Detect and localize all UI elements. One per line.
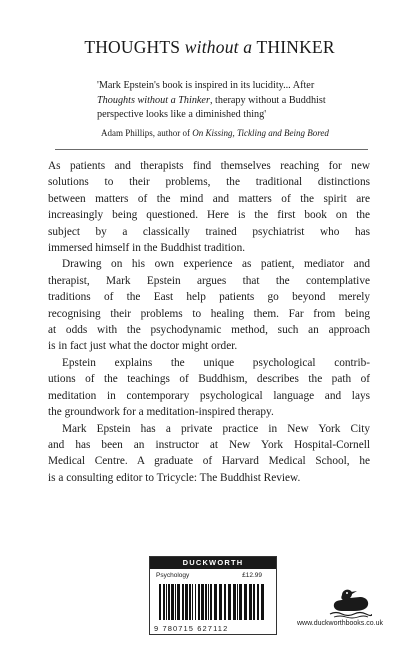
barcode-bar <box>177 584 180 620</box>
blurb-line: Mark Epstein has a private practice in New York City <box>62 422 370 435</box>
blurb-line: immersed himself in the Buddhist tradition. <box>48 242 246 255</box>
barcode-bar <box>210 584 212 620</box>
barcode-meta <box>150 569 276 579</box>
blurb-line: at odds with the psychodynamic method, such an approach <box>48 324 370 337</box>
title-italic: without a <box>184 37 253 57</box>
barcode-bar <box>233 584 236 620</box>
barcode-bar <box>192 584 193 620</box>
quote-book-title: Thoughts without a Thinker <box>97 94 210 106</box>
blurb-line: is a consulting editor to Tricycle: The Buddhist Review. <box>48 471 301 484</box>
publisher-banner: DUCKWORTH <box>150 557 276 569</box>
barcode-bar <box>175 584 176 620</box>
attribution-author: Adam Phillips, author of <box>101 127 193 138</box>
publisher-website: www.duckworthbooks.co.uk <box>297 620 383 627</box>
divider-rule <box>55 149 368 150</box>
barcode-bar <box>166 584 167 620</box>
blurb-line: therapist, Mark Epstein argues that the contemplative <box>48 274 370 287</box>
barcode-bar <box>214 584 217 620</box>
barcode-bar <box>163 584 165 620</box>
blurb-line: between matters of the mind and matters of the spirit are <box>48 192 370 205</box>
barcode-bar <box>171 584 174 620</box>
title-pre: THOUGHTS <box>84 37 185 57</box>
title-post: THINKER <box>252 37 335 57</box>
quote-line-3: perspective looks like a diminished thing' <box>97 109 267 121</box>
barcode-bar <box>249 584 252 620</box>
duck-logo-icon <box>328 585 372 619</box>
barcode-bar <box>219 584 222 620</box>
barcode-bar <box>201 584 204 620</box>
quote-attribution <box>97 126 347 141</box>
attribution-book: On Kissing, Tickling and Being Bored <box>192 127 329 138</box>
barcode-bar <box>195 584 196 620</box>
barcode-bar <box>237 584 238 620</box>
blurb-line: utions of the teachings of Buddhism, describes the path of <box>48 373 370 386</box>
quote-line-2-rest: , therapy without a Buddhist <box>209 94 326 106</box>
barcode-bar <box>185 584 188 620</box>
blurb-text <box>48 158 370 486</box>
blurb-line: Medical Centre. A graduate of Harvard Medical School, he <box>48 455 370 468</box>
blurb-line: meditation in contemporary psychological language and lays <box>48 389 370 402</box>
barcode-bar <box>205 584 207 620</box>
barcode-bar <box>198 584 200 620</box>
quote-line-2 <box>97 94 347 109</box>
barcode-bar <box>244 584 247 620</box>
barcode-bar <box>257 584 259 620</box>
blurb-line: is in fact just what the doctor might order. <box>48 340 238 353</box>
barcode-bar <box>182 584 184 620</box>
blurb-line: traditions of the East help patients go beyond merely <box>48 291 370 304</box>
barcode-bar <box>239 584 242 620</box>
blurb-line: Drawing on his own experience as patient, mediator and <box>62 258 370 271</box>
quote-line-1: 'Mark Epstein's book is inspired in its lucidity... After <box>97 80 315 91</box>
blurb-line: As patients and therapists find themselves reaching for new <box>48 160 370 172</box>
review-quote <box>97 79 347 140</box>
blurb-line: increasingly being questioned. Here is the first book on the <box>48 209 370 222</box>
barcode-bar <box>261 584 264 620</box>
category-label: Psychology <box>156 572 190 579</box>
barcode-panel <box>149 556 277 635</box>
barcode-bar <box>253 584 255 620</box>
barcode-bar <box>168 584 170 620</box>
blurb-line: solutions to their problems, the traditional distinctions <box>48 176 370 189</box>
blurb-line: recognising their problems to healing them. Far from being <box>48 307 370 320</box>
blurb-line: Epstein explains the unique psychological contrib- <box>62 356 370 369</box>
barcode-bar <box>224 584 226 620</box>
barcode-icon <box>159 584 267 620</box>
barcode-bar <box>159 584 161 620</box>
price-label: £12.99 <box>242 572 262 579</box>
barcode-bar <box>189 584 191 620</box>
isbn-number: 9 780715 627112 <box>154 624 229 633</box>
blurb-line: subject by a classically trained psychiatrist who has <box>48 225 370 238</box>
barcode-bar <box>228 584 231 620</box>
blurb-line: and has been an instructor at New York Hospital-Cornell <box>48 438 370 451</box>
blurb-line: the groundwork for a meditation-inspired therapy. <box>48 406 274 419</box>
book-title <box>0 37 419 58</box>
barcode-bar <box>208 584 209 620</box>
